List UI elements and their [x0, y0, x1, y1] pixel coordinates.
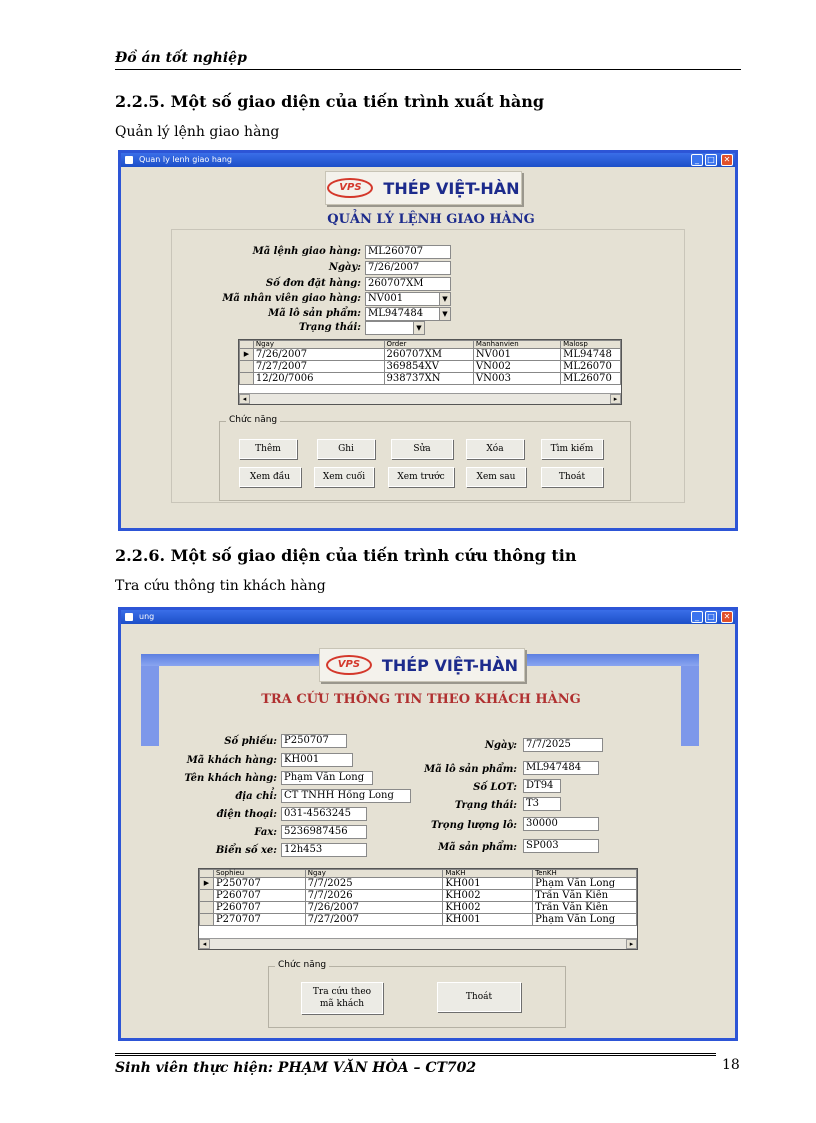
receipt-number-input[interactable]: P250707 — [281, 734, 347, 748]
close-icon[interactable]: ✕ — [721, 611, 733, 623]
horizontal-scrollbar[interactable] — [239, 393, 621, 404]
edit-button[interactable]: Sửa — [391, 439, 453, 459]
app-icon — [125, 156, 133, 164]
window-title: Quan ly lenh giao hang — [139, 155, 232, 164]
cell[interactable]: Phạm Văn Long — [533, 878, 637, 890]
last-record-button[interactable]: Xem cuối — [314, 467, 374, 487]
cell[interactable]: Trần Văn Kiên — [533, 902, 637, 914]
lot-code-value: ML947484 — [368, 308, 424, 319]
form-heading: QUẢN LÝ LỆNH GIAO HÀNG — [327, 212, 535, 227]
cell[interactable]: 369854XV — [384, 361, 473, 373]
lookup-button-line1: Tra cứu theo — [312, 987, 372, 997]
status-label: Trạng thái: — [454, 800, 517, 811]
chevron-down-icon[interactable]: ▼ — [439, 308, 450, 320]
functions-group — [219, 415, 631, 501]
row-selector[interactable] — [240, 373, 254, 385]
grid-column-header[interactable]: Ngay — [305, 870, 443, 878]
row-selector[interactable] — [200, 902, 214, 914]
date-input[interactable]: 7/7/2025 — [523, 738, 603, 752]
phone-label: điện thoại: — [216, 809, 277, 820]
cell[interactable]: 7/7/2025 — [305, 878, 443, 890]
cell[interactable]: 938737XN — [384, 373, 473, 385]
lot-weight-input[interactable]: 30000 — [523, 817, 599, 831]
banner-left-post — [141, 666, 159, 746]
license-plate-input[interactable]: 12h453 — [281, 843, 367, 857]
section-title-export: 2.2.5. Một số giao diện của tiến trình xuất hàng — [115, 92, 545, 111]
current-row-icon: ▶ — [240, 349, 254, 361]
close-icon[interactable]: ✕ — [721, 154, 733, 166]
date-input[interactable]: 7/26/2007 — [365, 261, 451, 275]
lot-weight-label: Trọng lượng lô: — [430, 820, 517, 831]
minimize-icon[interactable]: _ — [691, 154, 703, 166]
lot-code-label: Mã lô sản phẩm: — [424, 764, 517, 775]
address-input[interactable]: CT TNHH Hồng Long — [281, 789, 411, 803]
cell[interactable]: ML94748 — [561, 349, 621, 361]
customer-code-input[interactable]: KH001 — [281, 753, 353, 767]
vps-emblem: VPS — [327, 178, 373, 198]
grid-column-header[interactable]: TenKH — [533, 870, 637, 878]
lookup-button-line2: mã khách — [319, 999, 365, 1009]
cell[interactable]: 7/27/2007 — [253, 361, 384, 373]
customer-code-label: Mã khách hàng: — [186, 755, 277, 766]
save-button[interactable]: Ghi — [317, 439, 375, 459]
next-record-button[interactable]: Xem sau — [466, 467, 526, 487]
customer-name-label: Tên khách hàng: — [184, 773, 277, 784]
table-row[interactable] — [240, 373, 621, 385]
exit-button[interactable]: Thoát — [437, 982, 521, 1012]
maximize-icon[interactable]: □ — [705, 154, 717, 166]
lot-code-label: Mã lô sản phẩm: — [268, 308, 361, 319]
customer-name-input[interactable]: Phạm Văn Long — [281, 771, 373, 785]
banner-right-post — [681, 666, 699, 746]
current-row-icon: ▶ — [200, 878, 214, 890]
customer-lookup-window — [118, 607, 738, 1041]
lot-code-select[interactable] — [365, 307, 451, 321]
order-code-input[interactable]: ML260707 — [365, 245, 451, 259]
cell[interactable]: 7/27/2007 — [305, 914, 443, 926]
cell[interactable]: NV001 — [473, 349, 560, 361]
cell[interactable]: P260707 — [213, 890, 305, 902]
exit-button[interactable]: Thoát — [541, 467, 603, 487]
grid-header-row — [240, 341, 621, 349]
employee-code-select[interactable] — [365, 292, 451, 306]
cell[interactable]: ML26070 — [561, 361, 621, 373]
footer-rule — [115, 1053, 716, 1056]
grid-column-header[interactable]: MaKH — [443, 870, 533, 878]
table-row[interactable] — [240, 349, 621, 361]
cell[interactable]: 12/20/7006 — [253, 373, 384, 385]
company-logo — [325, 171, 522, 205]
purchase-order-input[interactable]: 260707XM — [365, 277, 451, 291]
row-selector[interactable] — [200, 890, 214, 902]
grid-column-header[interactable]: Ngay — [253, 341, 384, 349]
order-code-label: Mã lệnh giao hàng: — [252, 246, 361, 257]
cell[interactable]: KH001 — [443, 878, 533, 890]
receipt-number-label: Số phiếu: — [224, 736, 277, 747]
lot-number-input[interactable]: DT94 — [523, 779, 561, 793]
subtitle-customer-lookup: Tra cứu thông tin khách hàng — [115, 578, 326, 594]
cell[interactable]: 260707XM — [384, 349, 473, 361]
grid-column-header[interactable]: Order — [384, 341, 473, 349]
table-row[interactable] — [240, 361, 621, 373]
grid-header-row — [200, 870, 637, 878]
scroll-left-icon[interactable]: ◂ — [239, 394, 250, 404]
logo-text: THÉP VIỆT-HÀN — [383, 178, 520, 198]
scroll-right-icon[interactable]: ▸ — [626, 939, 637, 949]
cell[interactable]: 7/26/2007 — [305, 902, 443, 914]
grid-column-header[interactable]: Manhanvien — [473, 341, 560, 349]
cell[interactable]: P270707 — [213, 914, 305, 926]
product-code-label: Mã sản phẩm: — [438, 842, 517, 853]
employee-code-label: Mã nhân viên giao hàng: — [222, 293, 361, 304]
grid-corner — [240, 341, 254, 349]
app-icon — [125, 613, 133, 621]
cell[interactable]: VN002 — [473, 361, 560, 373]
status-select[interactable] — [365, 321, 425, 335]
table-row[interactable] — [200, 890, 637, 902]
date-label: Ngày: — [328, 262, 361, 273]
lot-code-input[interactable]: ML947484 — [523, 761, 599, 775]
horizontal-scrollbar[interactable] — [199, 938, 637, 949]
cell[interactable]: ML26070 — [561, 373, 621, 385]
delete-button[interactable]: Xóa — [466, 439, 524, 459]
delivery-order-window — [118, 150, 738, 531]
cell[interactable]: P260707 — [213, 902, 305, 914]
window-title: ung — [139, 612, 155, 621]
row-selector[interactable] — [200, 914, 214, 926]
chevron-down-icon[interactable]: ▼ — [413, 322, 424, 334]
cell[interactable]: KH002 — [443, 902, 533, 914]
vps-emblem: VPS — [326, 655, 372, 675]
cell[interactable]: 7/7/2026 — [305, 890, 443, 902]
scroll-left-icon[interactable]: ◂ — [199, 939, 210, 949]
purchase-order-label: Số đơn đặt hàng: — [265, 278, 361, 289]
scroll-right-icon[interactable]: ▸ — [610, 394, 621, 404]
cell[interactable]: P250707 — [213, 878, 305, 890]
window-titlebar — [121, 153, 735, 167]
delivery-orders-grid[interactable] — [238, 339, 622, 405]
table-row[interactable] — [200, 878, 637, 890]
company-logo — [319, 648, 525, 682]
status-label: Trạng thái: — [298, 322, 361, 333]
license-plate-label: Biển số xe: — [215, 845, 277, 856]
customer-lookup-grid[interactable] — [198, 868, 638, 950]
cell[interactable]: Trần Văn Kiên — [533, 890, 637, 902]
maximize-icon[interactable]: □ — [705, 611, 717, 623]
address-label: địa chỉ: — [235, 791, 277, 802]
cell[interactable]: KH002 — [443, 890, 533, 902]
phone-input[interactable]: 031-4563245 — [281, 807, 367, 821]
cell[interactable]: VN003 — [473, 373, 560, 385]
window-titlebar — [121, 610, 735, 624]
grid-column-header[interactable]: Malosp — [561, 341, 621, 349]
employee-code-value: NV001 — [368, 293, 404, 304]
cell[interactable]: KH001 — [443, 914, 533, 926]
chevron-down-icon[interactable]: ▼ — [439, 293, 450, 305]
section-title-lookup: 2.2.6. Một số giao diện của tiến trình cứu thông tin — [115, 546, 577, 565]
date-label: Ngày: — [484, 740, 517, 751]
cell[interactable]: 7/26/2007 — [253, 349, 384, 361]
form-heading: TRA CỨU THÔNG TIN THEO KHÁCH HÀNG — [261, 692, 581, 707]
add-button[interactable]: Thêm — [239, 439, 297, 459]
page-header: Đồ án tốt nghiệp — [115, 50, 741, 70]
functions-legend: Chức năng — [275, 960, 329, 970]
product-code-input[interactable]: SP003 — [523, 839, 599, 853]
page-number: 18 — [722, 1057, 740, 1073]
search-button[interactable]: Tìm kiếm — [541, 439, 603, 459]
previous-record-button[interactable]: Xem trước — [388, 467, 454, 487]
functions-legend: Chức năng — [226, 415, 280, 425]
table-row[interactable] — [200, 902, 637, 914]
row-selector[interactable] — [240, 361, 254, 373]
lot-number-label: Số LOT: — [473, 782, 517, 793]
logo-text: THÉP VIỆT-HÀN — [381, 655, 519, 675]
cell[interactable]: Phạm Văn Long — [533, 914, 637, 926]
lookup-by-customer-button[interactable] — [301, 982, 383, 1014]
grid-corner — [200, 870, 214, 878]
minimize-icon[interactable]: _ — [691, 611, 703, 623]
subtitle-delivery-orders: Quản lý lệnh giao hàng — [115, 124, 280, 140]
footer-author: Sinh viên thực hiện: PHẠM VĂN HÒA – CT702 — [115, 1060, 477, 1076]
table-row[interactable] — [200, 914, 637, 926]
grid-column-header[interactable]: Sophieu — [213, 870, 305, 878]
fax-label: Fax: — [254, 827, 277, 838]
status-input[interactable]: T3 — [523, 797, 561, 811]
fax-input[interactable]: 5236987456 — [281, 825, 367, 839]
first-record-button[interactable]: Xem đầu — [239, 467, 301, 487]
